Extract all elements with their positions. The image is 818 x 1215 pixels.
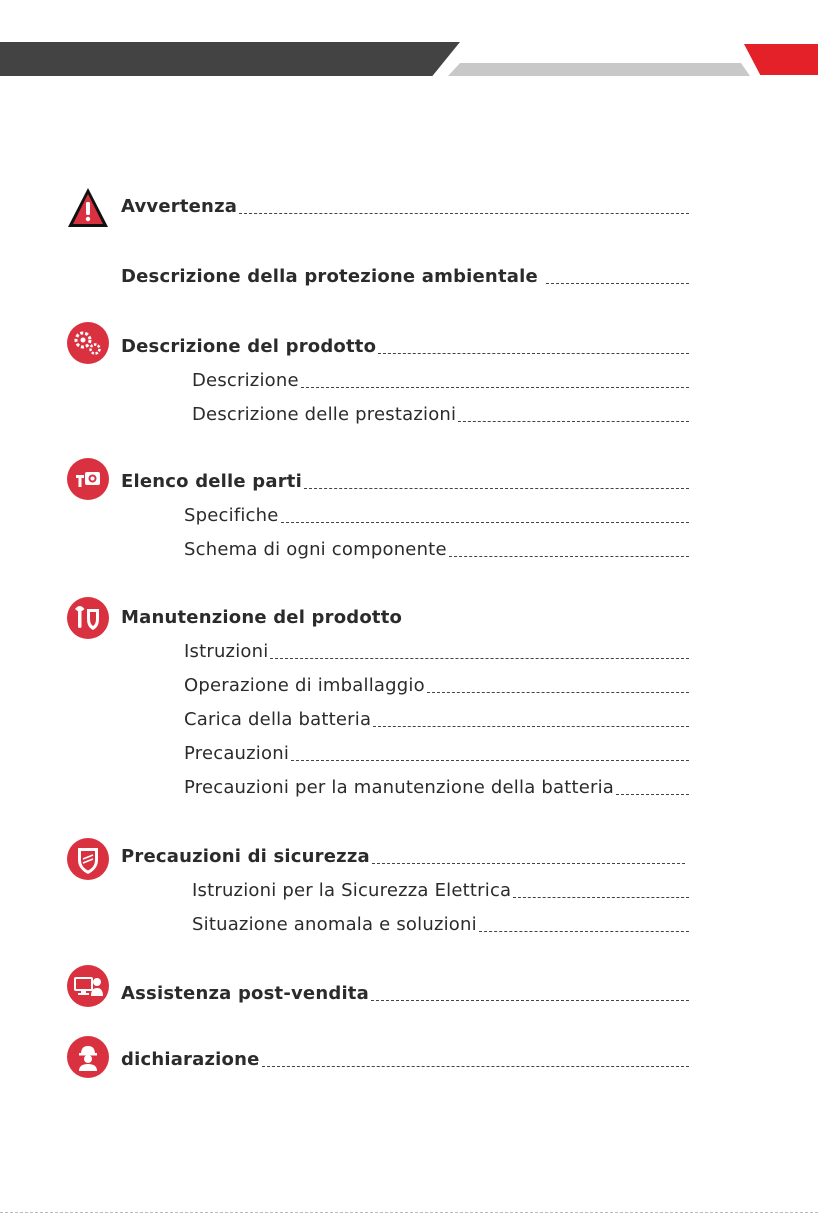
toc-entry-product-description[interactable]	[121, 330, 689, 358]
leader-dots	[371, 1000, 689, 1001]
toc-label: Carica della batteria	[184, 709, 372, 730]
toc-subentry-specifications[interactable]	[184, 499, 689, 527]
leader-dots	[378, 353, 689, 354]
header-dark-bar	[0, 42, 460, 76]
leader-dots	[239, 213, 689, 214]
toc-subentry-battery-charging[interactable]	[184, 703, 689, 731]
leader-dots	[262, 1066, 689, 1067]
toc-label: Precauzioni per la manutenzione della batteria	[184, 777, 615, 798]
toc-entry-warning[interactable]	[121, 190, 689, 218]
worker-helmet-icon	[67, 1036, 109, 1078]
header-red-tab	[744, 44, 818, 75]
toc-entry-safety[interactable]	[121, 840, 685, 868]
leader-dots	[449, 556, 689, 557]
toc-label: Operazione di imballaggio	[184, 675, 425, 696]
toc-subentry-performance[interactable]	[192, 398, 689, 426]
camera-parts-icon	[67, 458, 109, 500]
toc-subentry-precautions[interactable]	[184, 737, 689, 765]
toc-label: Descrizione	[192, 370, 299, 391]
leader-dots	[479, 931, 689, 932]
toc-entry-environment[interactable]	[121, 260, 689, 288]
toc-label: Assistenza post-vendita	[121, 983, 369, 1004]
toc-subentry-electrical-safety[interactable]	[192, 874, 689, 902]
toc-entry-after-sales[interactable]	[121, 977, 689, 1005]
toc-label: Schema di ogni componente	[184, 539, 447, 560]
toc-subentry-description[interactable]	[192, 364, 689, 392]
leader-dots	[301, 387, 689, 388]
gears-icon	[67, 322, 109, 364]
toc-label: Istruzioni per la Sicurezza Elettrica	[192, 880, 512, 901]
toc-label: Elenco delle parti	[121, 471, 302, 492]
toc-subentry-battery-maintenance[interactable]	[184, 771, 689, 799]
toc-label: Specifiche	[184, 505, 279, 526]
leader-dots	[281, 522, 689, 523]
leader-dots	[513, 897, 689, 898]
leader-dots	[458, 421, 689, 422]
toc-label: Manutenzione del prodotto	[121, 607, 403, 628]
leader-dots	[291, 760, 689, 761]
shield-icon	[67, 838, 109, 880]
toc-entry-declaration[interactable]	[121, 1043, 689, 1071]
leader-dots	[546, 283, 689, 284]
toc-label: Avvertenza	[121, 196, 238, 217]
leader-dots	[616, 794, 689, 795]
toc-label: Precauzioni	[184, 743, 290, 764]
toc-label: Descrizione del prodotto	[121, 336, 377, 357]
toc-subentry-packaging[interactable]	[184, 669, 689, 697]
header-grey-bar	[448, 63, 750, 76]
leader-dots	[373, 726, 689, 727]
leader-dots	[304, 488, 689, 489]
toc-label: Istruzioni	[184, 641, 269, 662]
leader-dots	[270, 658, 689, 659]
leader-dots	[372, 863, 685, 864]
toc-subentry-anomalies[interactable]	[192, 908, 689, 936]
page-bottom-dashed-line	[0, 1212, 818, 1213]
toc-label: Situazione anomala e soluzioni	[192, 914, 477, 935]
toc-entry-maintenance[interactable]	[121, 601, 689, 629]
toc-subentry-components[interactable]	[184, 533, 689, 561]
leader-dots	[427, 692, 689, 693]
support-computer-icon	[67, 965, 109, 1007]
toc-label: Precauzioni di sicurezza	[121, 846, 370, 867]
warning-triangle-icon	[66, 186, 110, 230]
toc-label: Descrizione delle prestazioni	[192, 404, 457, 425]
toc-entry-parts-list[interactable]	[121, 465, 689, 493]
toc-label: dichiarazione	[121, 1049, 260, 1070]
wrench-shield-icon	[67, 597, 109, 639]
toc-subentry-instructions[interactable]	[184, 635, 689, 663]
toc-label: Descrizione della protezione ambientale	[121, 266, 538, 287]
